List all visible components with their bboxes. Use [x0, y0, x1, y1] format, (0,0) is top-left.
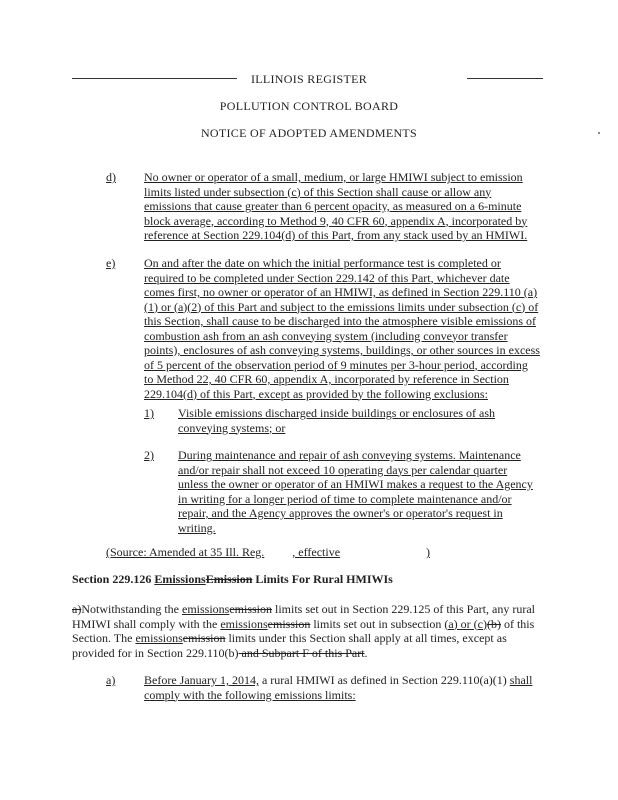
paragraph-a-added-2: shall comply with the following emissions limits: [144, 673, 533, 702]
section-heading-rest: Limits For Rural HMIWIs [255, 572, 393, 586]
section-heading-deleted: Emission [205, 572, 253, 586]
section-heading [72, 572, 393, 587]
intro-deleted-5: and Subpart F of this Part [238, 645, 365, 660]
paragraph-a-text [144, 673, 540, 702]
item-2-marker: 2) [144, 448, 154, 462]
intro-text-6: . [364, 645, 368, 660]
paragraph-a-marker: a) [106, 673, 116, 687]
intro-text-5: limits under this Section shall apply at all times, except as provided for in Section 229.110(b) [72, 631, 507, 660]
intro-text-1: Notwithstanding the [81, 602, 182, 616]
intro-deleted-3: (b) [486, 616, 501, 631]
board-title: POLLUTION CONTROL BOARD [219, 99, 399, 113]
notice-title: NOTICE OF ADOPTED AMENDMENTS [200, 126, 418, 140]
intro-added-1: emissions [182, 602, 230, 616]
paragraph-a-text-1: a rural HMIWI as defined in Section 229.110(a)(1) [258, 673, 510, 687]
register-title: ILLINOIS REGISTER [250, 72, 368, 86]
source-note [106, 545, 430, 560]
source-prefix: (Source: Amended at 35 Ill. Reg. [106, 545, 265, 559]
intro-added-4: emissions [135, 631, 183, 645]
paragraph-d-text: No owner or operator of a small, medium, or large HMIWI subject to emission limits listed under subsection (c) of this Section shall cause or allow any emissions that cause greater than 6 percent opacity, as measured on a 6-minute block average, according to Method 9, 40 CFR 60, appendix A, incorporated by reference at Section 229.104(d) of this Part, from any stack used by an HMIWI. [144, 170, 528, 242]
item-1-marker: 1) [144, 406, 154, 420]
intro-deleted-2: emission [267, 616, 311, 631]
intro-text-2: limits set out in Section 229.125 of this Part, any rural HMIWI shall comply with the [72, 602, 535, 631]
paragraph-a-added-1: Before January 1, 2014, [144, 673, 259, 687]
intro-deleted-4: emission [182, 631, 226, 645]
intro-text-4: of this Section. The [72, 616, 535, 645]
paragraph-e-marker: e) [106, 256, 116, 270]
intro-added-3: (a) or (c) [444, 616, 487, 631]
source-suffix: ) [426, 545, 431, 559]
section-number: Section 229.126 [72, 572, 152, 586]
section-heading-added: Emissions [154, 572, 206, 586]
source-effective: , effective [292, 545, 341, 559]
intro-deleted-1: emission [229, 602, 273, 616]
intro-deleted-a: a) [72, 602, 82, 616]
item-1-text: Visible emissions discharged inside buildings or enclosures of ash conveying systems; or [178, 406, 496, 435]
paragraph-d-marker: d) [106, 170, 116, 184]
intro-text-3: limits set out in subsection [310, 616, 445, 631]
intro-added-2: emissions [220, 616, 268, 631]
item-2-text: During maintenance and repair of ash conveying systems. Maintenance and/or repair shall not exceed 10 operating days per calendar quarter unless the owner or operator of an HMIWI makes a request to the Agency in writing for a longer period of time to complete maintenance and/or repair, and the Agency approves the owner's or operator's request in writing. [178, 448, 533, 535]
section-intro [72, 602, 540, 660]
paragraph-e-text: On and after the date on which the initial performance test is completed or required to be completed under Section 229.142 of this Part, whichever date comes first, no owner or operator of an HMIWI, as defined in Section 229.110 (a)(1) or (a)(2) of this Part and subject to the emissions limits under subsection (c) of this Section, shall cause to be discharged into the atmosphere visible emissions of combustion ash from an ash conveying system (including conveyor transfer points), enclosures of ash conveying systems, buildings, or other sources in excess of 5 percent of the observation period of 9 minutes per 3-hour period, according to Method 22, 40 CFR 60, appendix A, incorporated by reference in Section 229.104(d) of this Part, except as provided by the following exclusions: [144, 256, 540, 401]
